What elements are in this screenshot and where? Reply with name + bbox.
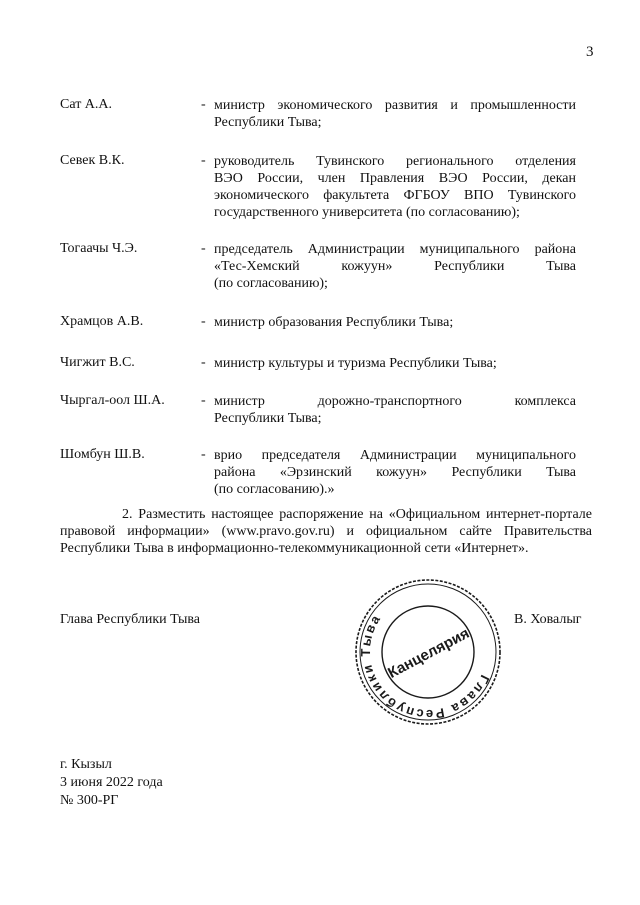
member-dash: - bbox=[201, 314, 206, 329]
document-footer bbox=[60, 756, 163, 810]
member-name: Чыргал-оол Ш.А. bbox=[60, 393, 165, 408]
signatory-title: Глава Республики Тыва bbox=[60, 612, 201, 627]
page-number: 3 bbox=[586, 44, 594, 60]
position-line: министр образования Республики Тыва; bbox=[214, 315, 454, 330]
signatory-name: В. Ховалыг bbox=[514, 612, 582, 627]
position-line: министр культуры и туризма Республики Тыва; bbox=[214, 356, 497, 371]
member-name: Сат А.А. bbox=[60, 97, 113, 112]
position-line: Республики Тыва; bbox=[214, 115, 322, 130]
member-position bbox=[214, 241, 576, 292]
position-line: врио председателя Администрации муниципального bbox=[214, 448, 576, 463]
paragraph-2 bbox=[60, 506, 592, 557]
position-line: министр экономического развития и промышленности bbox=[214, 98, 576, 113]
position-line: экономического факультета ФГБОУ ВПО Тувинского bbox=[214, 188, 576, 203]
position-line: ВЭО России, член Правления ВЭО России, декан bbox=[214, 171, 576, 186]
stamp-outer-text: Глава Республики Тыва bbox=[357, 610, 493, 723]
paragraph-line: Республики Тыва в информационно-телекоммуникационной сети «Интернет». bbox=[60, 541, 529, 556]
member-position bbox=[214, 314, 576, 331]
member-dash: - bbox=[201, 447, 206, 462]
member-name: Шомбун Ш.В. bbox=[60, 447, 145, 462]
stamp-inner-text: Канцелярия bbox=[385, 624, 473, 682]
member-name: Тогаачы Ч.Э. bbox=[60, 241, 138, 256]
member-name: Чигжит В.С. bbox=[60, 355, 135, 370]
member-position bbox=[214, 355, 576, 372]
footer-date: 3 июня 2022 года bbox=[60, 775, 163, 790]
member-position bbox=[214, 393, 576, 427]
position-line: министр дорожно-транспортного комплекса bbox=[214, 394, 576, 409]
member-position bbox=[214, 153, 576, 221]
member-name: Севек В.К. bbox=[60, 153, 125, 168]
member-position bbox=[214, 97, 576, 131]
position-line: Республики Тыва; bbox=[214, 411, 322, 426]
member-position bbox=[214, 447, 576, 498]
position-line: (по согласованию).» bbox=[214, 482, 335, 497]
position-line: района «Эрзинский кожуун» Республики Тыва bbox=[214, 465, 576, 480]
position-line: государственного университета (по согласованию); bbox=[214, 205, 520, 220]
member-dash: - bbox=[201, 153, 206, 168]
official-stamp bbox=[352, 576, 504, 728]
position-line: руководитель Тувинского регионального отделения bbox=[214, 154, 576, 169]
paragraph-line: 2. Разместить настоящее распоряжение на «Официальном интернет-портале bbox=[122, 507, 592, 522]
paragraph-line: правовой информации» (www.pravo.gov.ru) и официальном сайте Правительства bbox=[60, 524, 592, 539]
position-line: председатель Администрации муниципального района bbox=[214, 242, 576, 257]
member-name: Храмцов А.В. bbox=[60, 314, 144, 329]
footer-number: № 300-РГ bbox=[60, 793, 119, 808]
member-dash: - bbox=[201, 97, 206, 112]
position-line: «Тес-Хемский кожуун» Республики Тыва bbox=[214, 259, 576, 274]
member-dash: - bbox=[201, 355, 206, 370]
member-dash: - bbox=[201, 241, 206, 256]
footer-city: г. Кызыл bbox=[60, 757, 112, 772]
member-dash: - bbox=[201, 393, 206, 408]
position-line: (по согласованию); bbox=[214, 276, 328, 291]
